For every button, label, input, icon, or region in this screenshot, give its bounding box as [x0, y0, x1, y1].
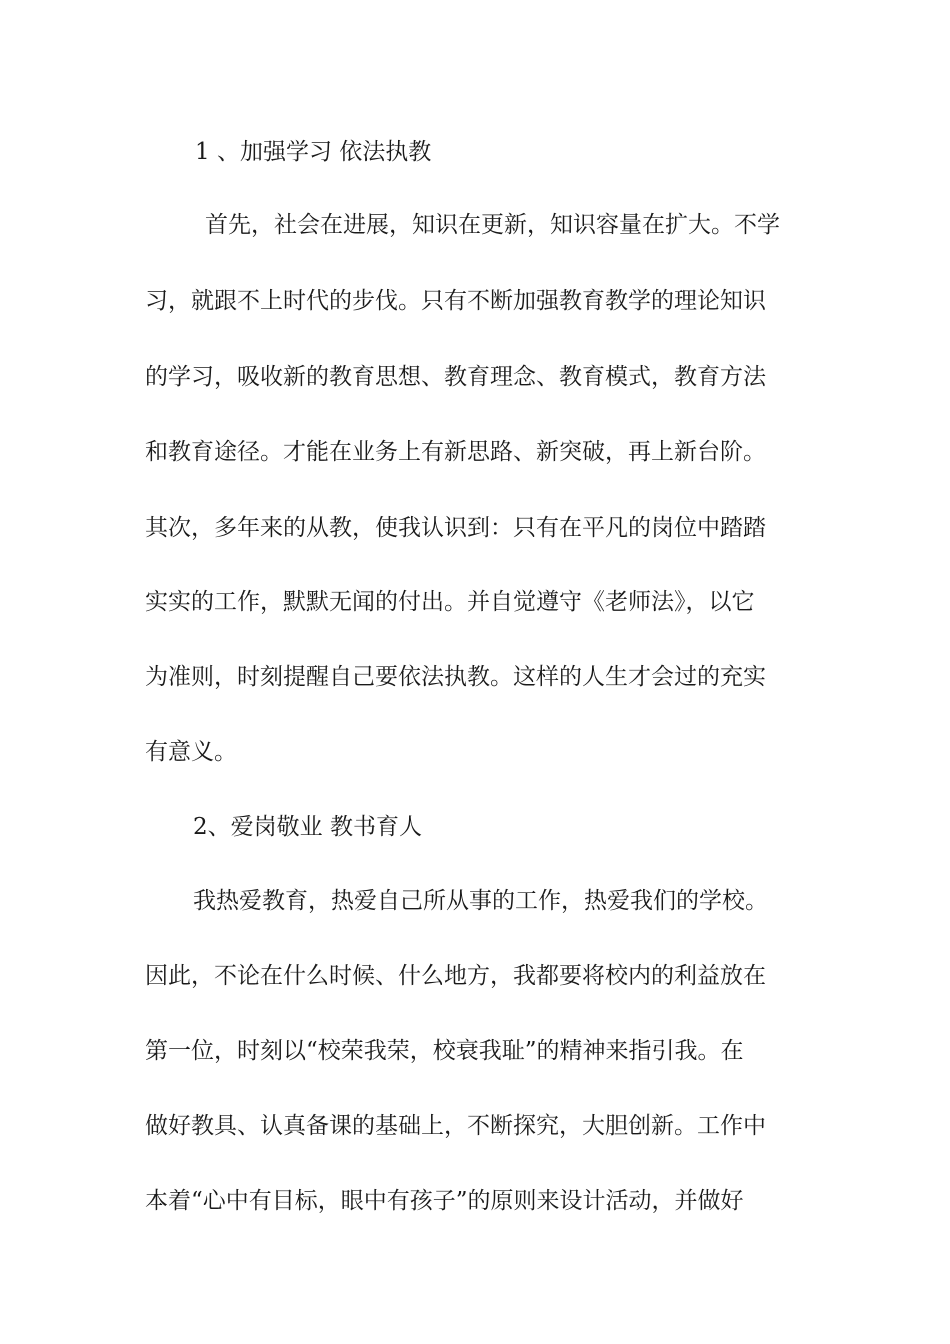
paragraph-line: 本着“心中有目标，眼中有孩子”的原则来设计活动，并做好 [145, 1188, 744, 1214]
paragraph-line: 为准则，时刻提醒自己要依法执教。这样的人生才会过的充实 [145, 664, 766, 690]
paragraph-line: 习，就跟不上时代的步伐。只有不断加强教育教学的理论知识 [145, 288, 766, 314]
paragraph-line: 第一位，时刻以“校荣我荣，校衰我耻”的精神来指引我。在 [145, 1038, 744, 1064]
paragraph-line: 我热爱教育，热爱自己所从事的工作，热爱我们的学校。 [193, 888, 768, 914]
section-heading-1: 1 、加强学习 依法执教 [195, 139, 432, 165]
paragraph-line: 做好教具、认真备课的基础上，不断探究，大胆创新。工作中 [145, 1113, 766, 1139]
paragraph-line: 因此，不论在什么时候、什么地方，我都要将校内的利益放在 [145, 963, 766, 989]
paragraph-line: 首先，社会在进展，知识在更新，知识容量在扩大。不学 [205, 212, 780, 238]
paragraph-line: 和教育途径。才能在业务上有新思路、新突破，再上新台阶。 [145, 439, 766, 465]
paragraph-line: 实实的工作，默默无闻的付出。并自觉遵守《老师法》，以它 [145, 589, 755, 615]
paragraph-line: 其次，多年来的从教，使我认识到：只有在平凡的岗位中踏踏 [145, 515, 766, 541]
section-heading-2: 2、爱岗敬业 教书育人 [193, 814, 422, 840]
paragraph-line: 的学习，吸收新的教育思想、教育理念、教育模式，教育方法 [145, 364, 766, 390]
paragraph-line: 有意义。 [145, 739, 237, 765]
